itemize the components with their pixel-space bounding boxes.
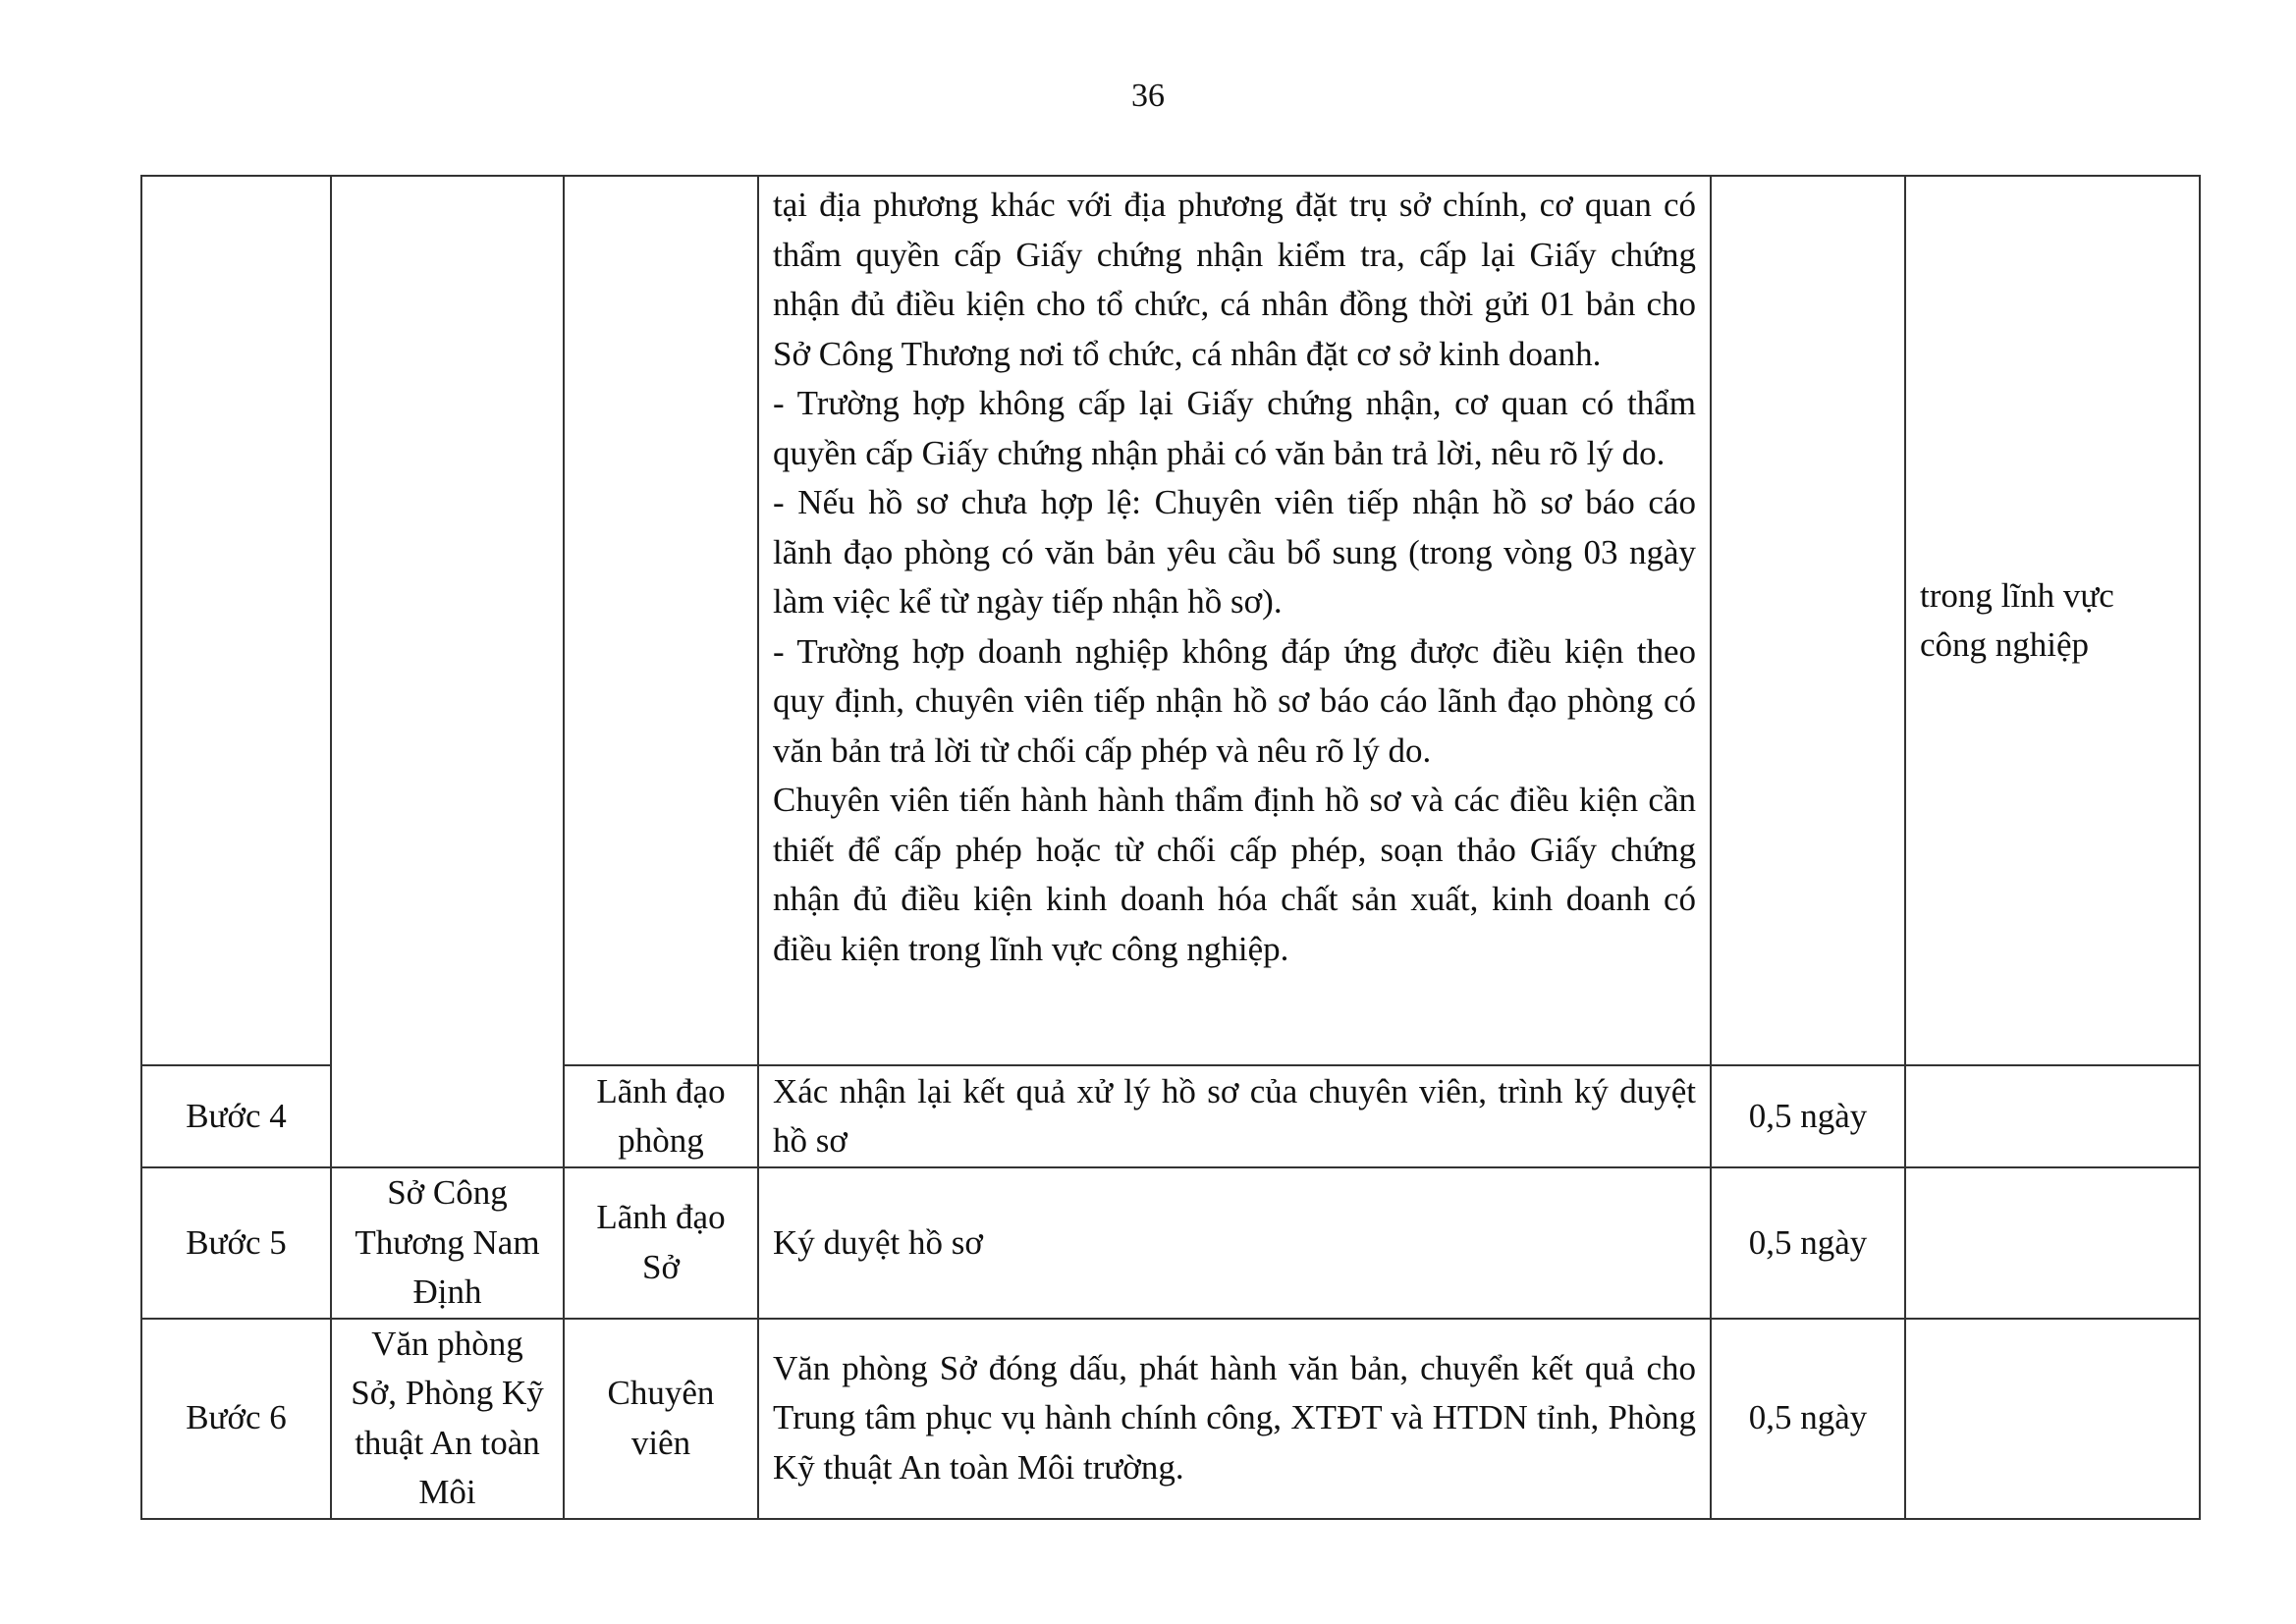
page-number: 36 bbox=[1131, 78, 1165, 114]
actor-cell: Lãnh đạo phòng bbox=[564, 1065, 758, 1167]
table-row bbox=[141, 1319, 2200, 1519]
time-cell: 0,5 ngày bbox=[1711, 1167, 1905, 1319]
content-paragraph: - Nếu hồ sơ chưa hợp lệ: Chuyên viên tiếp nhận hồ sơ báo cáo lãnh đạo phòng có văn bản yêu cầu bổ sung (trong vòng 03 ngày làm việc kể từ ngày tiếp nhận hồ sơ). bbox=[773, 483, 1696, 621]
actor-cell bbox=[564, 176, 758, 1065]
table-row bbox=[141, 176, 2200, 1065]
unit-cell bbox=[331, 176, 564, 1167]
time-cell: 0,5 ngày bbox=[1711, 1319, 1905, 1519]
note-cell bbox=[1905, 1167, 2200, 1319]
actor-cell: Lãnh đạo Sở bbox=[564, 1167, 758, 1319]
time-cell bbox=[1711, 176, 1905, 1065]
content-paragraph: - Trường hợp không cấp lại Giấy chứng nhận, cơ quan có thẩm quyền cấp Giấy chứng nhận phải có văn bản trả lời, nêu rõ lý do. bbox=[773, 384, 1696, 472]
unit-cell: Sở Công Thương Nam Định bbox=[331, 1167, 564, 1319]
time-cell: 0,5 ngày bbox=[1711, 1065, 1905, 1167]
procedure-table bbox=[140, 175, 2201, 1520]
unit-cell: Văn phòng Sở, Phòng Kỹ thuật An toàn Môi bbox=[331, 1319, 564, 1519]
content-text: Xác nhận lại kết quả xử lý hồ sơ của chuyên viên, trình ký duyệt hồ sơ bbox=[773, 1071, 1696, 1160]
content-cell bbox=[758, 1065, 1711, 1167]
note-cell bbox=[1905, 1319, 2200, 1519]
actor-cell: Chuyên viên bbox=[564, 1319, 758, 1519]
step-cell: Bước 4 bbox=[141, 1065, 331, 1167]
content-cell bbox=[758, 176, 1711, 1065]
note-cell: trong lĩnh vực công nghiệp bbox=[1905, 176, 2200, 1065]
content-cell bbox=[758, 1167, 1711, 1319]
content-cell bbox=[758, 1319, 1711, 1519]
content-text: Văn phòng Sở đóng dấu, phát hành văn bản, chuyển kết quả cho Trung tâm phục vụ hành chính công, XTĐT và HTDN tỉnh, Phòng Kỹ thuật An toàn Môi trường. bbox=[773, 1348, 1696, 1487]
content-paragraph: - Trường hợp doanh nghiệp không đáp ứng được điều kiện theo quy định, chuyên viên tiếp nhận hồ sơ báo cáo lãnh đạo phòng có văn bản trả lời từ chối cấp phép và nêu rõ lý do. bbox=[773, 631, 1696, 770]
table-row bbox=[141, 1167, 2200, 1319]
step-cell: Bước 6 bbox=[141, 1319, 331, 1519]
content-paragraph: tại địa phương khác với địa phương đặt trụ sở chính, cơ quan có thẩm quyền cấp Giấy chứng nhận kiểm tra, cấp lại Giấy chứng nhận đủ điều kiện cho tổ chức, cá nhân đồng thời gửi 01 bản cho Sở Công Thương nơi tổ chức, cá nhân đặt cơ sở kinh doanh. bbox=[773, 186, 1696, 373]
note-cell bbox=[1905, 1065, 2200, 1167]
step-cell bbox=[141, 176, 331, 1065]
content-paragraph: Chuyên viên tiến hành hành thẩm định hồ sơ và các điều kiện cần thiết để cấp phép hoặc từ chối cấp phép, soạn thảo Giấy chứng nhận đủ điều kiện kinh doanh hóa chất sản xuất, kinh doanh có điều kiện trong lĩnh vực công nghiệp. bbox=[773, 781, 1696, 968]
content-text: Ký duyệt hồ sơ bbox=[773, 1222, 983, 1262]
step-cell: Bước 5 bbox=[141, 1167, 331, 1319]
